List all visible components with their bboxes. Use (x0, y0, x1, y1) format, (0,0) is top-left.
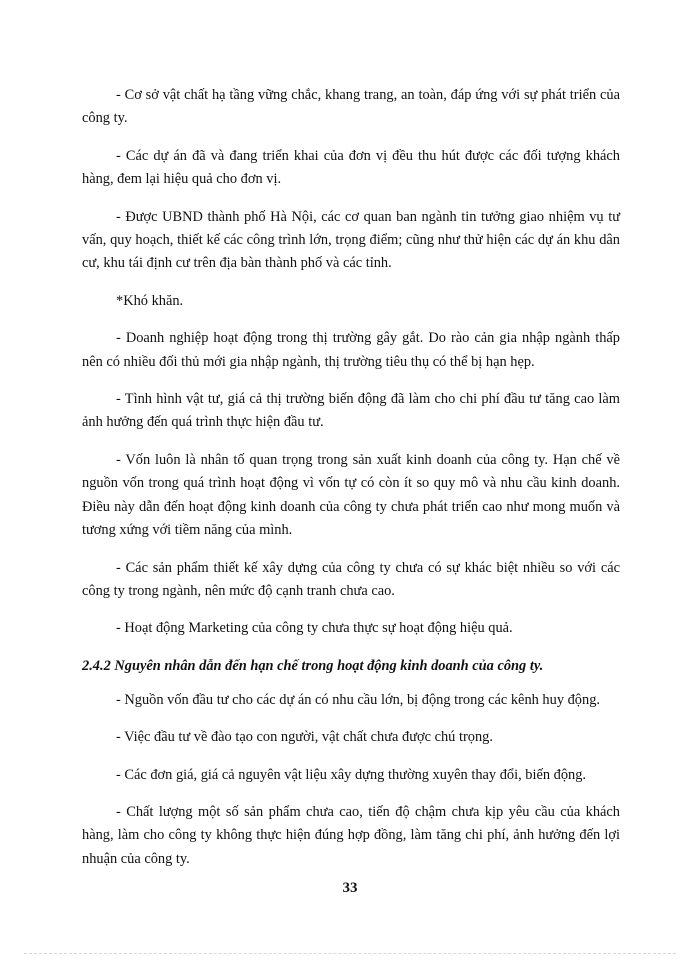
paragraph-training: - Việc đầu tư về đào tạo con người, vật chất chưa được chú trọng. (116, 729, 493, 746)
paragraph-capital: - Vốn luôn là nhân tố quan trọng trong sản xuất kinh doanh của công ty. Hạn chế về nguồn vốn trong quá trình hoạt động vì vốn tự có còn ít so quy mô và nhu cầu kinh doanh. Điều này dẫn đến hoạt động kinh doanh của công ty chưa phát triển cao như mong muốn và tương xứng với tiềm năng của mình. (82, 451, 620, 539)
paragraph-material-prices: - Tình hình vật tư, giá cả thị trường biến động đã làm cho chi phí đầu tư tăng cao làm ảnh hưởng đến quá trình thực hiện đầu tư. (82, 391, 620, 431)
paragraph-projects: - Các dự án đã và đang triển khai của đơn vị đều thu hút được các đối tượng khách hàng, đem lại hiệu quả cho đơn vị. (82, 147, 620, 188)
page-content (82, 84, 620, 885)
paragraph-products: - Các sản phẩm thiết kế xây dựng của công ty chưa có sự khác biệt nhiều so với các công ty trong ngành, nên mức độ cạnh tranh chưa cao. (82, 559, 620, 599)
page-number: 33 (342, 880, 358, 896)
paragraph-competition: - Doanh nghiệp hoạt động trong thị trường gây gắt. Do rào cản gia nhập ngành thấp nên có nhiều đối thủ mới gia nhập ngành, thị trường tiêu thụ có thể bị hạn hẹp. (82, 330, 620, 370)
section-heading: 2.4.2 Nguyên nhân dẫn đến hạn chế trong hoạt động kinh doanh của công ty. (82, 657, 544, 674)
paragraph-difficulties-label: *Khó khăn. (116, 292, 184, 309)
paragraph-funding: - Nguồn vốn đầu tư cho các dự án có nhu cầu lớn, bị động trong các kênh huy động. (116, 691, 600, 708)
paragraph-quality: - Chất lượng một số sản phẩm chưa cao, tiến độ chậm chưa kịp yêu cầu của khách hàng, làm cho công ty không thực hiện đúng hợp đồng, làm tăng chi phí, ảnh hưởng đến lợi nhuận của công ty. (82, 803, 620, 867)
paragraph-city-trust: - Được UBND thành phố Hà Nội, các cơ quan ban ngành tin tưởng giao nhiệm vụ tư vấn, quy hoạch, thiết kế các công trình lớn, trọng điểm; cũng như thử hiện các dự án khu dân cư, khu tái định cư trên địa bàn thành phố và các tỉnh. (82, 208, 620, 272)
paragraph-unit-prices: - Các đơn giá, giá cả nguyên vật liệu xây dựng thường xuyên thay đổi, biến động. (116, 766, 587, 783)
page-bottom-rule (24, 953, 676, 954)
paragraph-marketing: - Hoạt động Marketing của công ty chưa thực sự hoạt động hiệu quả. (116, 620, 513, 637)
paragraph-infrastructure: - Cơ sở vật chất hạ tầng vững chắc, khang trang, an toàn, đáp ứng với sự phát triển của công ty. (82, 87, 620, 127)
